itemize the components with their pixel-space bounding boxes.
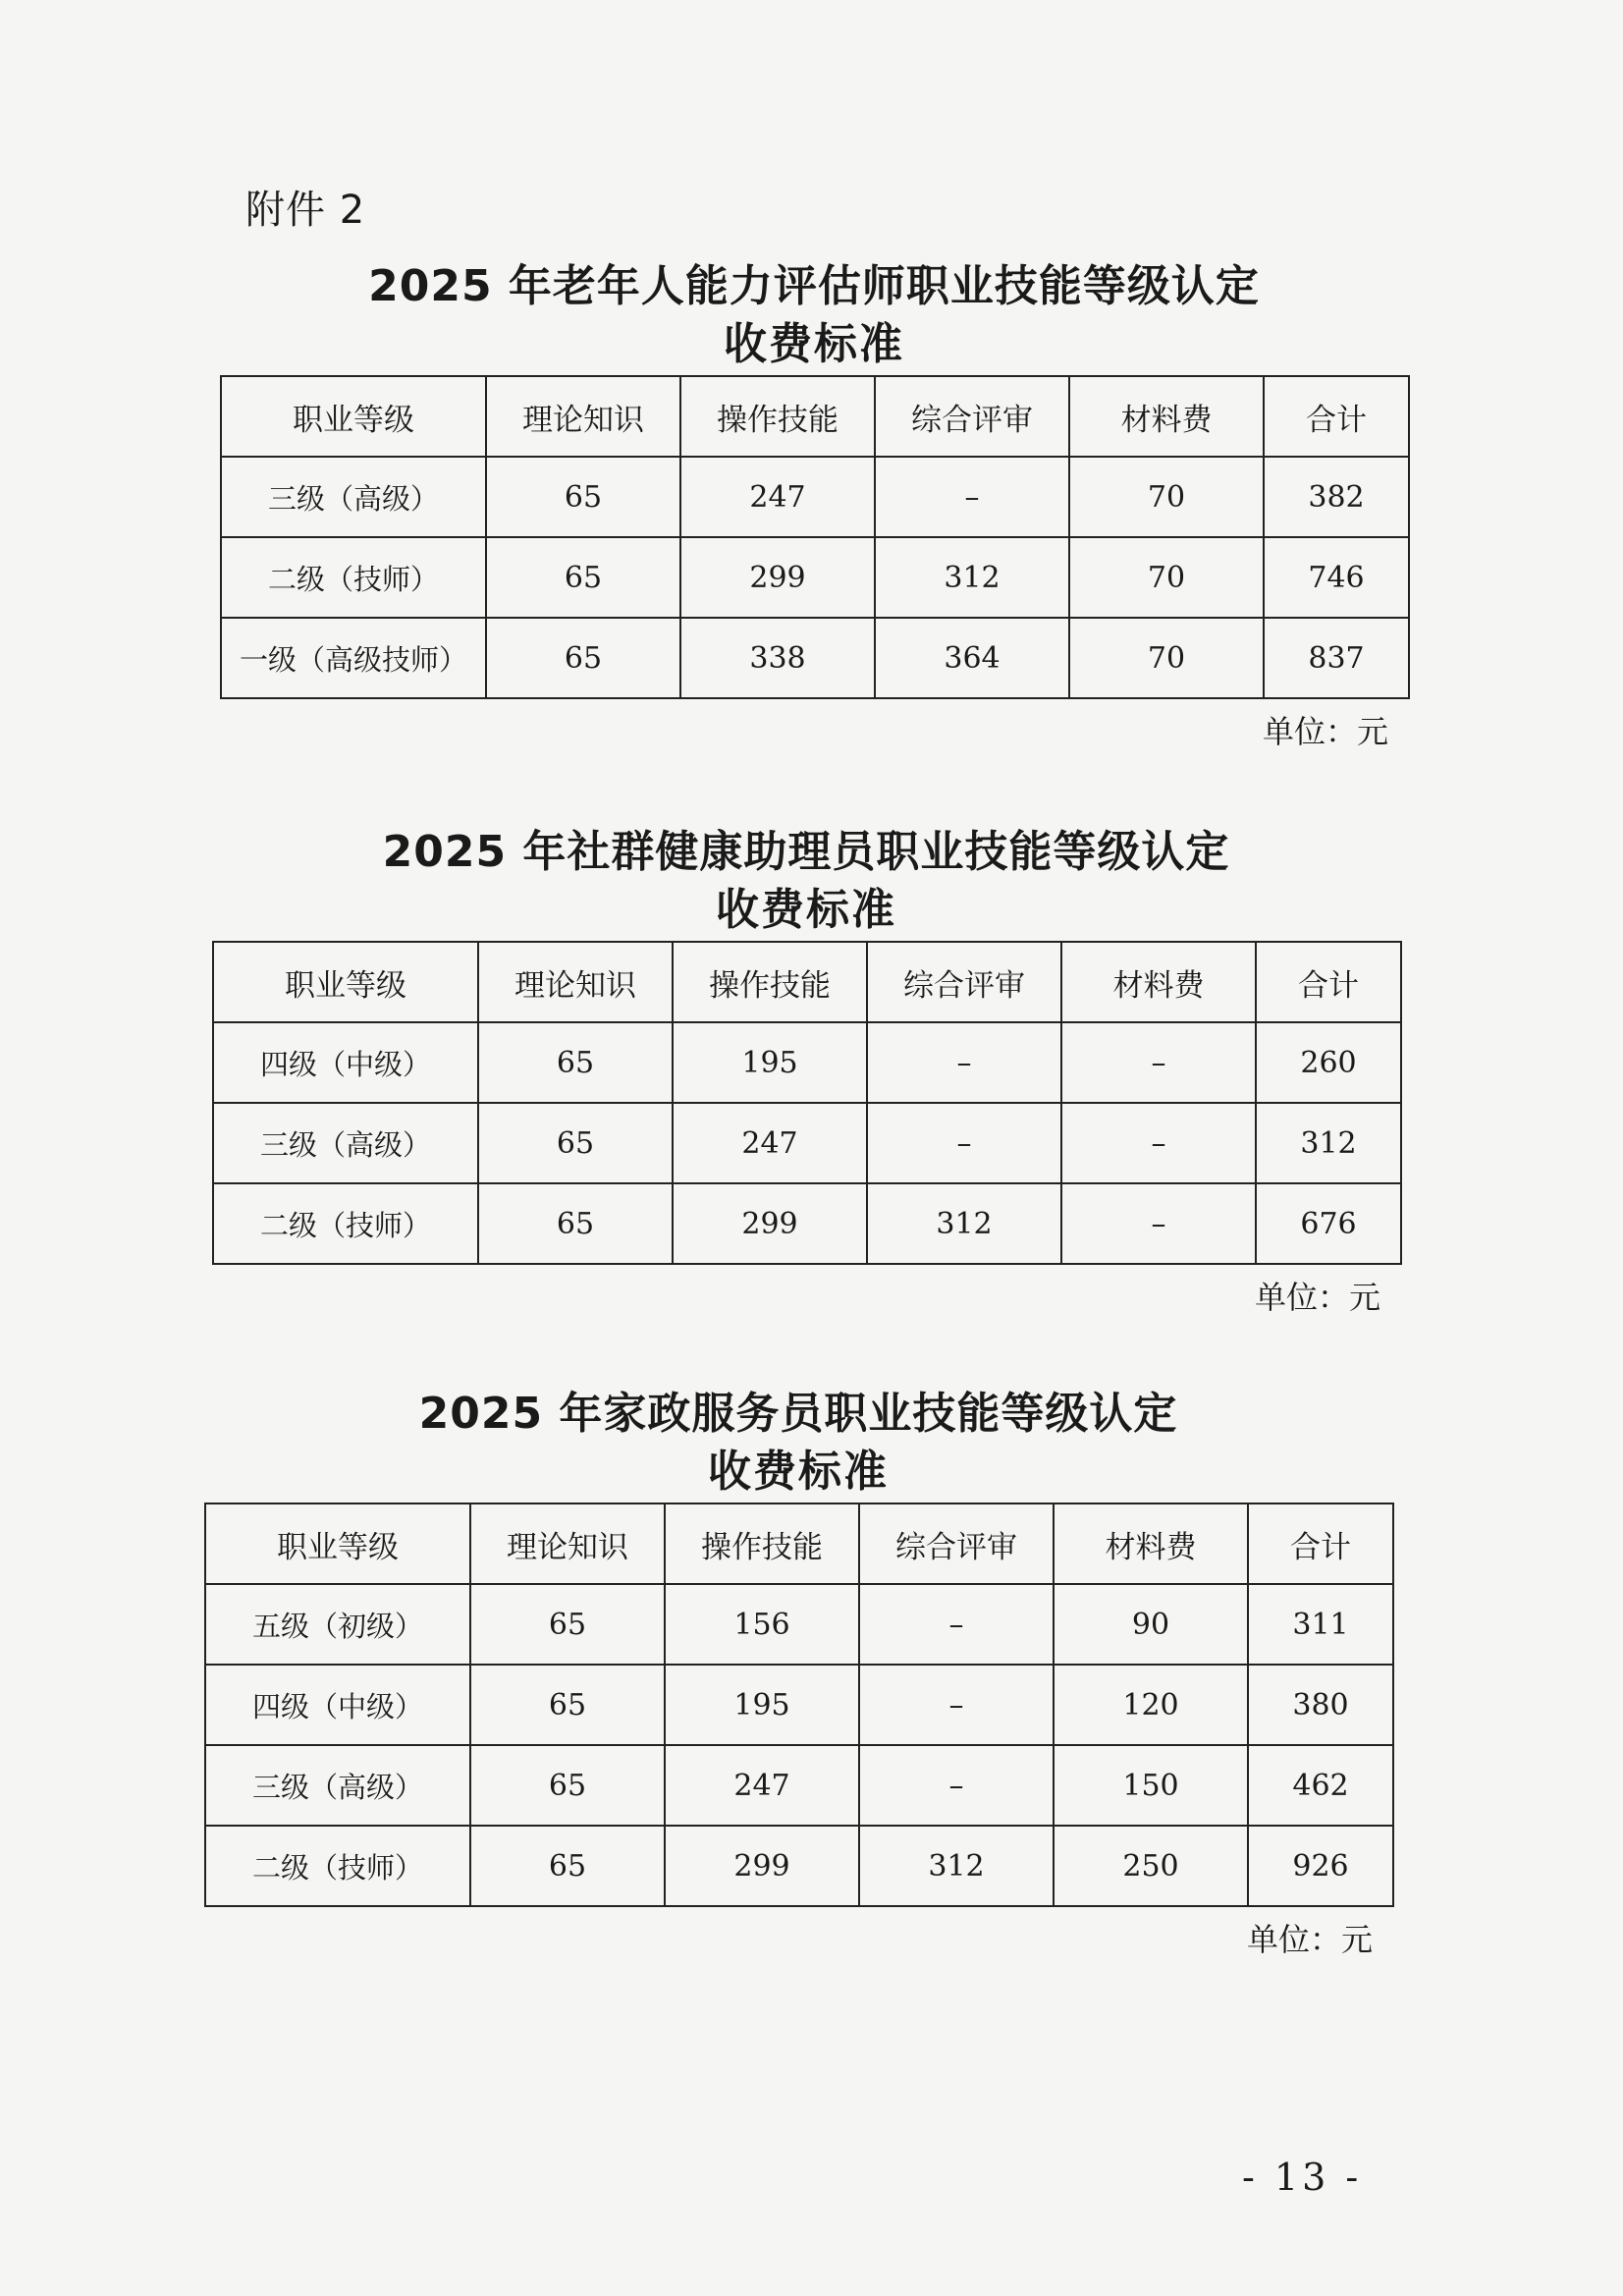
cell-total: 312 — [1256, 1103, 1401, 1183]
cell-review: – — [859, 1584, 1054, 1665]
header-level: 职业等级 — [221, 376, 486, 457]
cell-practical: 338 — [680, 618, 875, 698]
cell-practical: 195 — [665, 1665, 859, 1745]
cell-material: 120 — [1054, 1665, 1248, 1745]
cell-material: 70 — [1069, 457, 1264, 537]
cell-practical: 156 — [665, 1584, 859, 1665]
table-header-row — [213, 942, 1401, 1022]
cell-level: 三级（高级） — [213, 1103, 478, 1183]
cell-review: – — [859, 1745, 1054, 1826]
section-title: 2025 年老年人能力评估师职业技能等级认定 — [368, 261, 1260, 311]
unit-note: 单位：元 — [1262, 713, 1388, 750]
cell-total: 311 — [1248, 1584, 1393, 1665]
cell-level: 二级（技师） — [213, 1183, 478, 1264]
table-header-row — [205, 1503, 1393, 1584]
cell-practical: 195 — [673, 1022, 867, 1103]
cell-review: – — [875, 457, 1069, 537]
section-subtitle: 收费标准 — [708, 1447, 889, 1497]
cell-practical: 247 — [665, 1745, 859, 1826]
header-review: 综合评审 — [859, 1503, 1054, 1584]
cell-material: 70 — [1069, 537, 1264, 618]
fee-table — [220, 375, 1410, 699]
cell-total: 926 — [1248, 1826, 1393, 1906]
section-subtitle: 收费标准 — [724, 319, 904, 369]
header-theory: 理论知识 — [486, 376, 680, 457]
cell-review: 312 — [867, 1183, 1061, 1264]
header-total: 合计 — [1248, 1503, 1393, 1584]
cell-total: 746 — [1264, 537, 1409, 618]
table-row — [213, 1022, 1401, 1103]
header-material: 材料费 — [1054, 1503, 1248, 1584]
cell-material: 250 — [1054, 1826, 1248, 1906]
header-total: 合计 — [1264, 376, 1409, 457]
cell-total: 837 — [1264, 618, 1409, 698]
cell-total: 462 — [1248, 1745, 1393, 1826]
cell-practical: 247 — [673, 1103, 867, 1183]
cell-level: 四级（中级） — [213, 1022, 478, 1103]
fee-section-housekeeping — [204, 1385, 1392, 1960]
fee-table — [204, 1503, 1394, 1907]
header-level: 职业等级 — [213, 942, 478, 1022]
cell-level: 三级（高级） — [205, 1745, 470, 1826]
fee-table — [212, 941, 1402, 1265]
section-subtitle: 收费标准 — [716, 885, 896, 935]
table-row — [205, 1826, 1393, 1906]
header-material: 材料费 — [1069, 376, 1264, 457]
cell-review: 364 — [875, 618, 1069, 698]
cell-theory: 65 — [486, 618, 680, 698]
cell-level: 五级（初级） — [205, 1584, 470, 1665]
cell-review: – — [859, 1665, 1054, 1745]
cell-theory: 65 — [478, 1103, 673, 1183]
header-total: 合计 — [1256, 942, 1401, 1022]
header-theory: 理论知识 — [470, 1503, 665, 1584]
cell-material: 150 — [1054, 1745, 1248, 1826]
header-practical: 操作技能 — [680, 376, 875, 457]
table-row — [213, 1103, 1401, 1183]
cell-theory: 65 — [470, 1665, 665, 1745]
cell-theory: 65 — [470, 1745, 665, 1826]
attachment-label: 附件 2 — [245, 188, 366, 233]
table-row — [213, 1183, 1401, 1264]
cell-review: – — [867, 1022, 1061, 1103]
cell-review: 312 — [875, 537, 1069, 618]
section-title: 2025 年家政服务员职业技能等级认定 — [418, 1389, 1178, 1439]
unit-note: 单位：元 — [1254, 1279, 1380, 1316]
page-number: - 13 - — [1242, 2156, 1363, 2199]
fee-section-elderly-assessor — [220, 257, 1408, 752]
header-review: 综合评审 — [867, 942, 1061, 1022]
cell-total: 676 — [1256, 1183, 1401, 1264]
cell-practical: 299 — [673, 1183, 867, 1264]
header-review: 综合评审 — [875, 376, 1069, 457]
table-row — [205, 1745, 1393, 1826]
fee-section-community-health — [212, 823, 1400, 1318]
cell-theory: 65 — [470, 1826, 665, 1906]
header-level: 职业等级 — [205, 1503, 470, 1584]
table-row — [221, 457, 1409, 537]
table-row — [205, 1584, 1393, 1665]
cell-material: 90 — [1054, 1584, 1248, 1665]
cell-material: – — [1061, 1022, 1256, 1103]
table-row — [221, 537, 1409, 618]
section-title: 2025 年社群健康助理员职业技能等级认定 — [382, 827, 1230, 877]
cell-practical: 299 — [665, 1826, 859, 1906]
cell-level: 二级（技师） — [221, 537, 486, 618]
table-row — [205, 1665, 1393, 1745]
cell-level: 二级（技师） — [205, 1826, 470, 1906]
cell-theory: 65 — [478, 1022, 673, 1103]
table-row — [221, 618, 1409, 698]
cell-theory: 65 — [478, 1183, 673, 1264]
cell-material: 70 — [1069, 618, 1264, 698]
cell-review: – — [867, 1103, 1061, 1183]
header-practical: 操作技能 — [665, 1503, 859, 1584]
unit-note: 单位：元 — [1246, 1921, 1373, 1958]
cell-level: 四级（中级） — [205, 1665, 470, 1745]
cell-material: – — [1061, 1103, 1256, 1183]
cell-total: 382 — [1264, 457, 1409, 537]
cell-practical: 247 — [680, 457, 875, 537]
header-practical: 操作技能 — [673, 942, 867, 1022]
table-header-row — [221, 376, 1409, 457]
cell-material: – — [1061, 1183, 1256, 1264]
header-theory: 理论知识 — [478, 942, 673, 1022]
cell-level: 一级（高级技师） — [221, 618, 486, 698]
cell-theory: 65 — [470, 1584, 665, 1665]
cell-total: 260 — [1256, 1022, 1401, 1103]
header-material: 材料费 — [1061, 942, 1256, 1022]
cell-total: 380 — [1248, 1665, 1393, 1745]
cell-level: 三级（高级） — [221, 457, 486, 537]
cell-theory: 65 — [486, 537, 680, 618]
cell-theory: 65 — [486, 457, 680, 537]
cell-review: 312 — [859, 1826, 1054, 1906]
cell-practical: 299 — [680, 537, 875, 618]
